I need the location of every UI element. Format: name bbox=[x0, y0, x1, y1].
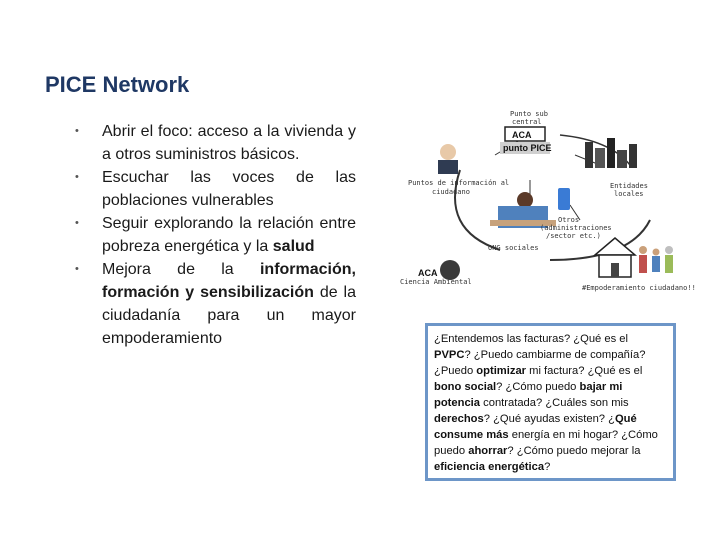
bullet-item bbox=[75, 258, 356, 350]
bullet-text: Seguir explorando la relación entre pobreza energética y la bbox=[102, 215, 356, 255]
otros-label-3: /sector etc.) bbox=[546, 232, 601, 240]
bullet-dot: • bbox=[75, 125, 79, 137]
diagram-top-label-1: Punto sub bbox=[510, 110, 548, 118]
question-keyword: Qué consume más bbox=[434, 413, 637, 441]
punto-pice-text: punto PICE bbox=[503, 143, 552, 153]
entidades-label-2: locales bbox=[614, 190, 644, 198]
bullet-bold-text: salud bbox=[272, 238, 315, 255]
bullet-text: Abrir el foco: acceso a la vivienda y a otros suministros básicos. bbox=[102, 123, 356, 163]
bullet-text: Escuchar las voces de las poblaciones vulnerables bbox=[102, 169, 356, 209]
question-text: ? ¿Cómo puedo bbox=[496, 381, 580, 393]
bullet-list bbox=[75, 120, 356, 350]
question-keyword: eficiencia energética bbox=[434, 461, 545, 473]
question-keyword: PVPC bbox=[434, 349, 465, 361]
question-text: ? ¿Puedo cambiarme de compañía? ¿Puedo bbox=[434, 349, 646, 377]
question-keyword: bajar mi potencia bbox=[434, 381, 623, 409]
ong-label: ONG sociales bbox=[488, 244, 539, 252]
bullet-text: de la ciudadanía para un mayor empoderamiento bbox=[102, 284, 356, 347]
bullet-text: Mejora de la bbox=[102, 261, 260, 278]
question-text: energía en mi hogar? ¿Cómo puedo bbox=[434, 429, 658, 457]
bullet-dot: • bbox=[75, 171, 79, 183]
question-keyword: ahorrar bbox=[468, 445, 508, 457]
question-keyword: bono social bbox=[434, 381, 497, 393]
slide-title: PICE Network bbox=[45, 72, 190, 97]
question-keyword: derechos bbox=[434, 413, 484, 425]
question-text: ? ¿Qué ayudas existen? ¿ bbox=[483, 413, 615, 425]
otros-label-1: Otros bbox=[558, 216, 580, 224]
aca-logo-circle bbox=[440, 260, 460, 280]
bullet-item bbox=[75, 212, 356, 258]
question-text: mi factura? ¿Qué es el bbox=[526, 365, 643, 377]
aca-logo-subtext: Ciencia Ambiental bbox=[400, 278, 472, 286]
question-text: ¿Entendemos las facturas? ¿Qué es el bbox=[434, 333, 629, 345]
entidades-label-1: Entidades bbox=[610, 182, 648, 190]
pice-network-diagram bbox=[400, 110, 700, 310]
person-icon bbox=[440, 144, 456, 160]
otros-label-2: (administraciones bbox=[540, 224, 612, 232]
question-text: ? bbox=[544, 461, 551, 473]
aca-logo-text: ACA bbox=[418, 268, 438, 278]
city-skyline-icon bbox=[585, 138, 637, 168]
question-text: contratada? ¿Cuáles son mis bbox=[480, 397, 629, 409]
diagram-left-label-1: Puntos de información al bbox=[408, 179, 510, 187]
phone-icon bbox=[558, 188, 570, 210]
aca-sign-text: ACA bbox=[512, 130, 532, 140]
diagram-left-label-2: ciudadano bbox=[432, 188, 470, 196]
bullet-bold-text: información, formación y sensibilización bbox=[102, 261, 356, 301]
questions-box bbox=[425, 323, 676, 481]
diagram-top-label-2: central bbox=[512, 118, 542, 126]
diagram-footer: #Empoderamiento ciudadano!! bbox=[582, 284, 696, 292]
bullet-dot: • bbox=[75, 263, 79, 275]
desk-worker-icon bbox=[490, 192, 556, 228]
family-icon bbox=[639, 246, 673, 273]
bullet-item bbox=[75, 166, 356, 212]
question-keyword: optimizar bbox=[476, 365, 527, 377]
bullet-item bbox=[75, 120, 356, 166]
question-text: ? ¿Cómo puedo mejorar la bbox=[507, 445, 641, 457]
bullet-dot: • bbox=[75, 217, 79, 229]
